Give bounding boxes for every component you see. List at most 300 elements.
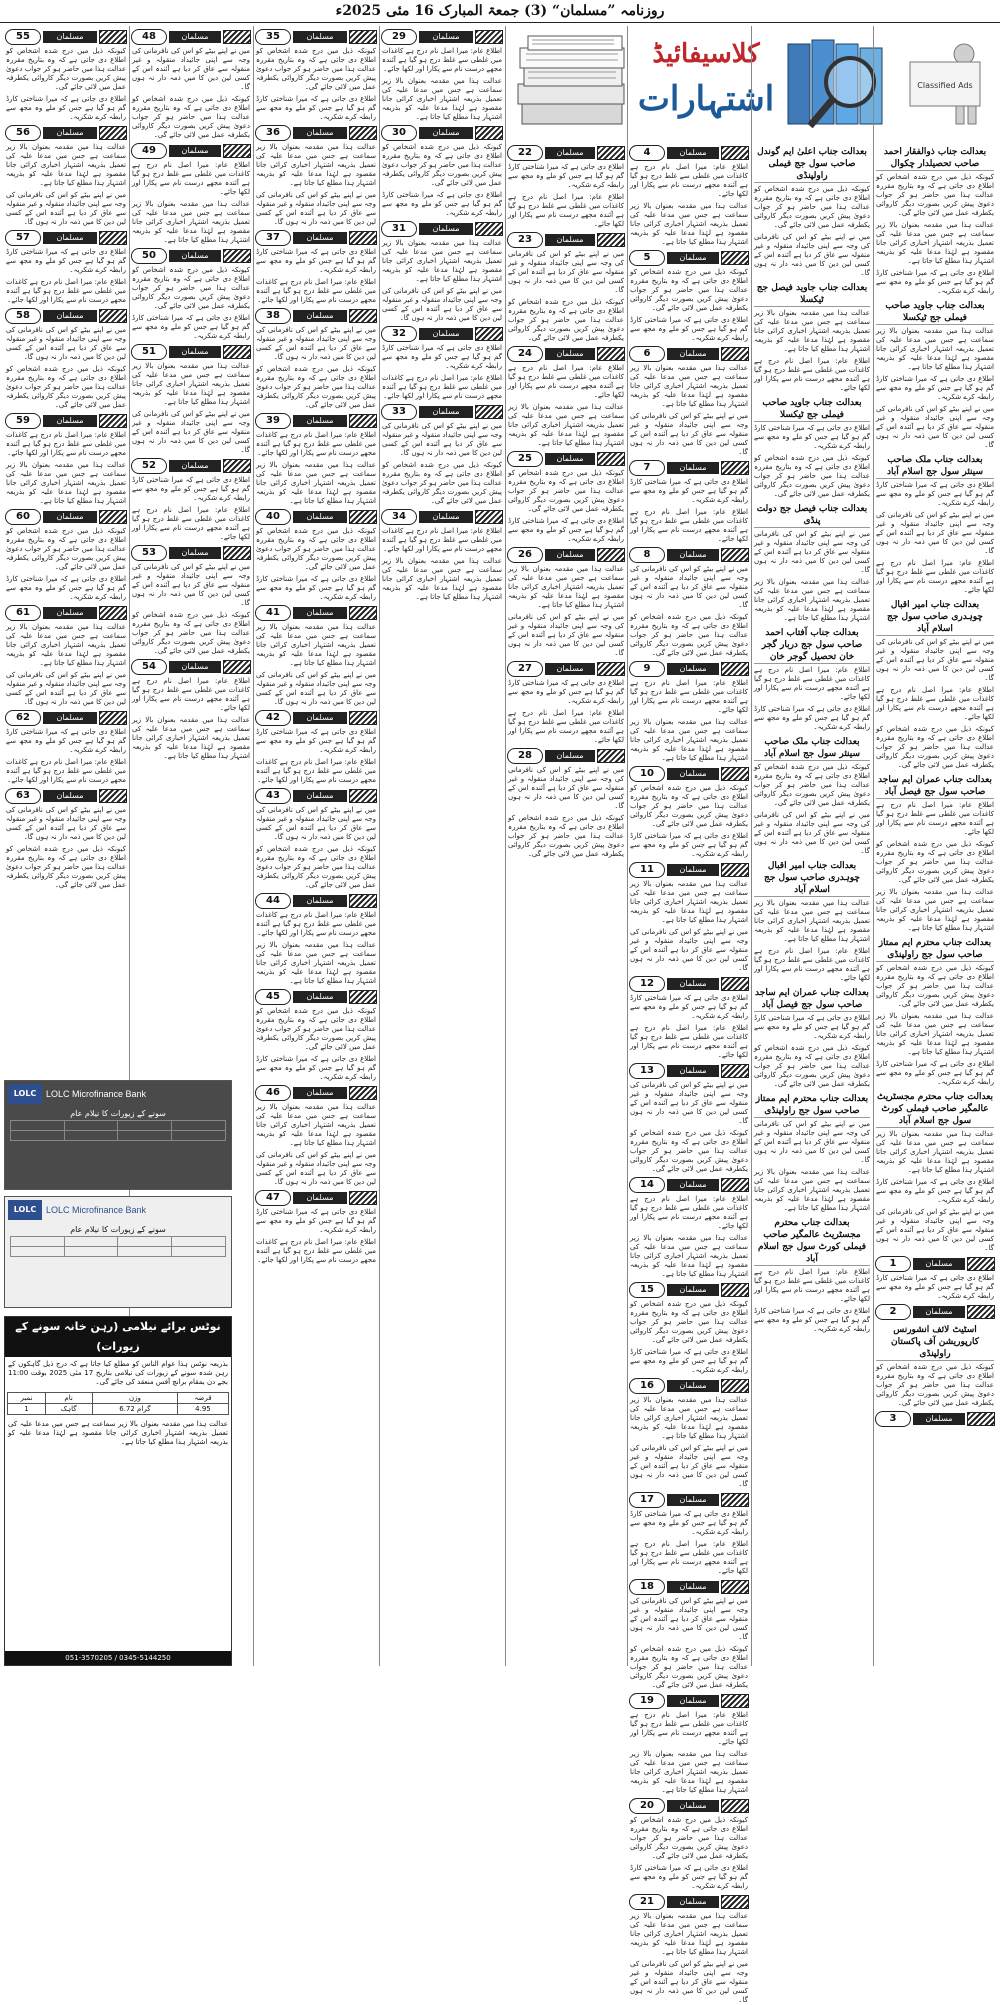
notice-number: 44 bbox=[255, 893, 291, 909]
notice-number: 58 bbox=[5, 308, 41, 324]
notice-text: کیونکہ ذیل میں درج شدہ اشخاص کو اطلاع دی جاتی ہے کہ وہ بتاریخ مقررہ عدالت ہذا میں حاضر ہو کر جواب دعویٰ پیش کریں بصورت دیگر کاروائی یکطرفہ عمل میں لائی جائے گی۔ bbox=[630, 784, 748, 828]
notice-number-tag bbox=[629, 250, 749, 266]
notice-number: 59 bbox=[5, 413, 41, 429]
notice-text: عدالت ہذا میں مقدمہ بعنوان بالا زیر سماعت ہے جس میں مدعا علیہ کی تعمیل بذریعہ اشتہار اخباری کرائی جانا مقصود ہے لہٰذا مدعا علیہ کو بذریعہ اشتہار ہذا مطلع کیا جاتا ہے۔ bbox=[132, 362, 250, 406]
notice-number-tag bbox=[255, 413, 377, 429]
notice-number: 32 bbox=[381, 326, 417, 342]
notice-text: کیونکہ ذیل میں درج شدہ اشخاص کو اطلاع دی جاتی ہے کہ وہ بتاریخ مقررہ عدالت ہذا میں حاضر ہو کر جواب دعویٰ پیش کریں بصورت دیگر کاروائی یکطرفہ عمل میں لائی جائے گی۔ bbox=[630, 1645, 748, 1689]
notice-number: 35 bbox=[255, 29, 291, 45]
notice-text: میں نے اپنے بیٹے کو اس کی نافرمانی کی وجہ سے اپنی جائیداد منقولہ و غیر منقولہ سے عاق کر دیا ہے آئندہ اس کے کسی لین دین کا میں ذمہ دار نہ ہوں گا۔ bbox=[876, 638, 994, 682]
notice-number-tag bbox=[5, 788, 127, 804]
tag-stripe bbox=[721, 767, 749, 781]
tag-label: مسلمان bbox=[293, 310, 347, 322]
notice-text: اطلاع دی جاتی ہے کہ میرا شناختی کارڈ گم ہو گیا ہے جس کو ملے وہ مجھ سے رابطہ کرے شکریہ۔ bbox=[630, 316, 748, 342]
notice-number-tag bbox=[875, 1304, 995, 1320]
court-heading: بعدالت جناب محترم مجسٹریٹ عالمگیر صاحب فیملی کورٹ سول جج اسلام آباد bbox=[754, 1217, 870, 1266]
notice-text: عدالت ہذا میں مقدمہ بعنوان بالا زیر سماعت ہے جس میں مدعا علیہ کی تعمیل بذریعہ اشتہار اخباری کرائی جانا مقصود ہے لہٰذا مدعا علیہ کو بذریعہ اشتہار ہذا مطلع کیا جاتا ہے۔ bbox=[630, 1912, 748, 1956]
tag-label: مسلمان bbox=[43, 310, 97, 322]
notice-text: اطلاع دی جاتی ہے کہ میرا شناختی کارڈ گم ہو گیا ہے جس کو ملے وہ مجھ سے رابطہ کرے شکریہ۔ bbox=[876, 269, 994, 295]
notice-text: عدالت ہذا میں مقدمہ بعنوان بالا زیر سماعت ہے جس میں مدعا علیہ کی تعمیل بذریعہ اشتہار اخباری کرائی جانا مقصود ہے لہٰذا مدعا علیہ کو بذریعہ اشتہار ہذا مطلع کیا جاتا ہے۔ bbox=[382, 239, 502, 283]
notice-text: کیونکہ ذیل میں درج شدہ اشخاص کو اطلاع دی جاتی ہے کہ وہ بتاریخ مقررہ عدالت ہذا میں حاضر ہو کر جواب دعویٰ پیش کریں بصورت دیگر کاروائی یکطرفہ عمل میں لائی جائے گی۔ bbox=[132, 266, 250, 310]
court-heading: بعدالت جناب عمران ایم ساجد صاحب سول جج فیصل آباد bbox=[755, 988, 869, 1010]
column-5 bbox=[380, 26, 504, 1662]
tag-label: مسلمان bbox=[293, 31, 347, 43]
notice-text: کیونکہ ذیل میں درج شدہ اشخاص کو اطلاع دی جاتی ہے کہ وہ بتاریخ مقررہ عدالت ہذا میں حاضر ہو کر جواب دعویٰ پیش کریں بصورت دیگر کاروائی یکطرفہ عمل میں لائی جائے گی۔ bbox=[754, 763, 870, 807]
notice-number: 39 bbox=[255, 413, 291, 429]
tag-label: مسلمان bbox=[667, 1284, 719, 1296]
notice-number: 60 bbox=[5, 509, 41, 525]
gold-auction-title: سونے کے زیورات کا نیلام عام bbox=[70, 1225, 166, 1234]
notice-number-tag bbox=[255, 710, 377, 726]
notice-number: 8 bbox=[629, 547, 665, 563]
notice-text: اطلاع دی جاتی ہے کہ میرا شناختی کارڈ گم ہو گیا ہے جس کو ملے وہ مجھ سے رابطہ کرے شکریہ۔ bbox=[6, 728, 126, 754]
notice-number-tag bbox=[5, 413, 127, 429]
notice-number-tag bbox=[255, 509, 377, 525]
tag-stripe bbox=[475, 327, 503, 341]
tag-label: مسلمان bbox=[169, 547, 221, 559]
notice-number-tag bbox=[629, 766, 749, 782]
notice-number-tag bbox=[629, 1177, 749, 1193]
banner-title-line1: کلاسیفائیڈ bbox=[652, 39, 760, 69]
notice-text: اطلاع عام: میرا اصل نام درج ہے کاغذات میں غلطی سے غلط درج ہو گیا ہے آئندہ مجھے درست نام سے پکارا اور لکھا جائے۔ bbox=[508, 709, 624, 744]
tag-label: مسلمان bbox=[43, 127, 97, 139]
notice-number-tag bbox=[131, 545, 251, 561]
tag-stripe bbox=[721, 548, 749, 562]
tag-stripe bbox=[721, 1493, 749, 1507]
notice-number-tag bbox=[131, 659, 251, 675]
tag-label: مسلمان bbox=[419, 223, 473, 235]
notice-text: اطلاع دی جاتی ہے کہ میرا شناختی کارڈ گم ہو گیا ہے جس کو ملے وہ مجھ سے رابطہ کرے شکریہ۔ bbox=[256, 1055, 376, 1081]
tag-stripe bbox=[721, 347, 749, 361]
tag-label: مسلمان bbox=[667, 147, 719, 159]
notice-text: عدالت ہذا میں مقدمہ بعنوان بالا زیر سماعت ہے جس میں مدعا علیہ کی تعمیل بذریعہ اشتہار اخباری کرائی جانا مقصود ہے لہٰذا مدعا علیہ کو بذریعہ اشتہار ہذا مطلع کیا جاتا ہے۔ bbox=[630, 202, 748, 246]
tag-stripe bbox=[349, 606, 377, 620]
tag-stripe bbox=[721, 1799, 749, 1813]
notice-text: میں نے اپنے بیٹے کو اس کی نافرمانی کی وجہ سے اپنی جائیداد منقولہ و غیر منقولہ سے عاق کر دیا ہے آئندہ اس کے کسی لین دین کا میں ذمہ دار نہ ہوں گا۔ bbox=[630, 565, 748, 609]
notice-number-tag bbox=[5, 125, 127, 141]
notice-text: اطلاع عام: میرا اصل نام درج ہے کاغذات میں غلطی سے غلط درج ہو گیا ہے آئندہ مجھے درست نام سے پکارا اور لکھا جائے۔ bbox=[754, 666, 870, 701]
notice-text: میں نے اپنے بیٹے کو اس کی نافرمانی کی وجہ سے اپنی جائیداد منقولہ و غیر منقولہ سے عاق کر دیا ہے آئندہ اس کے کسی لین دین کا میں ذمہ دار نہ ہوں گا۔ bbox=[132, 47, 250, 91]
notice-number-tag bbox=[629, 1798, 749, 1814]
tag-label: مسلمان bbox=[913, 1413, 965, 1425]
notice-number-tag bbox=[507, 547, 625, 563]
notice-text: اطلاع دی جاتی ہے کہ میرا شناختی کارڈ گم ہو گیا ہے جس کو ملے وہ مجھ سے رابطہ کرے شکریہ۔ bbox=[508, 163, 624, 189]
notice-number: 37 bbox=[255, 230, 291, 246]
notice-number: 10 bbox=[629, 766, 665, 782]
notice-text: عدالت ہذا میں مقدمہ بعنوان بالا زیر سماعت ہے جس میں مدعا علیہ کی تعمیل بذریعہ اشتہار اخباری کرائی جانا مقصود ہے لہٰذا مدعا علیہ کو بذریعہ اشتہار ہذا مطلع کیا جاتا ہے۔ bbox=[256, 143, 376, 187]
notice-text: میں نے اپنے بیٹے کو اس کی نافرمانی کی وجہ سے اپنی جائیداد منقولہ و غیر منقولہ سے عاق کر دیا ہے آئندہ اس کے کسی لین دین کا میں ذمہ دار نہ ہوں گا۔ bbox=[876, 511, 994, 555]
tag-stripe bbox=[597, 452, 625, 466]
notice-text: اطلاع عام: میرا اصل نام درج ہے کاغذات میں غلطی سے غلط درج ہو گیا ہے آئندہ مجھے درست نام سے پکارا اور لکھا جائے۔ bbox=[132, 506, 250, 541]
tag-stripe bbox=[721, 1283, 749, 1297]
tag-stripe bbox=[223, 660, 251, 674]
column-rule bbox=[253, 26, 254, 1666]
auction-table-header: نمبر bbox=[8, 1393, 45, 1404]
notice-text: کیونکہ ذیل میں درج شدہ اشخاص کو اطلاع دی جاتی ہے کہ وہ بتاریخ مقررہ عدالت ہذا میں حاضر ہو کر جواب دعویٰ پیش کریں بصورت دیگر کاروائی یکطرفہ عمل میں لائی جائے گی۔ bbox=[508, 469, 624, 513]
notice-text: اطلاع عام: میرا اصل نام درج ہے کاغذات میں غلطی سے غلط درج ہو گیا ہے آئندہ مجھے درست نام سے پکارا اور لکھا جائے۔ bbox=[382, 47, 502, 73]
notice-number-tag bbox=[255, 788, 377, 804]
notice-text: اطلاع عام: میرا اصل نام درج ہے کاغذات میں غلطی سے غلط درج ہو گیا ہے آئندہ مجھے درست نام سے پکارا اور لکھا جائے۔ bbox=[630, 1024, 748, 1059]
tag-stripe bbox=[349, 414, 377, 428]
tag-label: مسلمان bbox=[667, 1494, 719, 1506]
notice-text: اطلاع عام: میرا اصل نام درج ہے کاغذات میں غلطی سے غلط درج ہو گیا ہے آئندہ مجھے درست نام سے پکارا اور لکھا جائے۔ bbox=[6, 758, 126, 784]
notice-text: اطلاع عام: میرا اصل نام درج ہے کاغذات میں غلطی سے غلط درج ہو گیا ہے آئندہ مجھے درست نام سے پکارا اور لکھا جائے۔ bbox=[630, 1711, 748, 1746]
auction-contact: 0345-5144250 / 051-3570205 bbox=[5, 1651, 231, 1665]
classified-ads-sign bbox=[906, 40, 992, 126]
notice-text: میں نے اپنے بیٹے کو اس کی نافرمانی کی وجہ سے اپنی جائیداد منقولہ و غیر منقولہ سے عاق کر دیا ہے آئندہ اس کے کسی لین دین کا میں ذمہ دار نہ ہوں گا۔ bbox=[256, 1151, 376, 1186]
ad-table bbox=[10, 1236, 227, 1257]
tag-stripe bbox=[597, 233, 625, 247]
tag-stripe bbox=[475, 405, 503, 419]
column-6 bbox=[254, 26, 378, 1662]
notice-text: اطلاع دی جاتی ہے کہ میرا شناختی کارڈ گم ہو گیا ہے جس کو ملے وہ مجھ سے رابطہ کرے شکریہ۔ bbox=[508, 679, 624, 705]
gold-auction-title: سونے کے زیورات کا نیلام عام bbox=[70, 1109, 166, 1118]
court-heading: بعدالت جناب محترم مجسٹریٹ عالمگیر صاحب فیملی کورٹ سول جج اسلام آباد bbox=[876, 1092, 994, 1126]
court-heading: بعدالت جناب محترم ایم ممتاز صاحب سول جج راولپنڈی bbox=[755, 1094, 869, 1116]
notice-text: اطلاع عام: میرا اصل نام درج ہے کاغذات میں غلطی سے غلط درج ہو گیا ہے آئندہ مجھے درست نام سے پکارا اور لکھا جائے۔ bbox=[256, 758, 376, 784]
notice-text: اطلاع دی جاتی ہے کہ میرا شناختی کارڈ گم ہو گیا ہے جس کو ملے وہ مجھ سے رابطہ کرے شکریہ۔ bbox=[508, 517, 624, 543]
court-heading: بعدالت جناب عمران ایم ساجد صاحب سول جج فیصل آباد bbox=[876, 774, 994, 799]
notice-number-tag bbox=[629, 1894, 749, 1910]
notice-text: اطلاع عام: میرا اصل نام درج ہے کاغذات میں غلطی سے غلط درج ہو گیا ہے آئندہ مجھے درست نام سے پکارا اور لکھا جائے۔ bbox=[876, 801, 994, 836]
notice-number-tag bbox=[507, 232, 625, 248]
newspaper-stack-icon bbox=[514, 32, 632, 130]
notice-text: اطلاع دی جاتی ہے کہ میرا شناختی کارڈ گم ہو گیا ہے جس کو ملے وہ مجھ سے رابطہ کرے شکریہ۔ bbox=[754, 705, 870, 731]
tag-stripe bbox=[597, 548, 625, 562]
tag-stripe bbox=[349, 990, 377, 1004]
tag-stripe bbox=[967, 1412, 995, 1426]
court-heading: بعدالت جناب آفتاب احمد صاحب سول جج دربار گجر خان تحصیل گوجر خان bbox=[754, 627, 870, 664]
court-heading: بعدالت جناب جاوید صاحب فیملی جج ٹیکسلا bbox=[754, 397, 870, 422]
notice-text: اطلاع عام: میرا اصل نام درج ہے کاغذات میں غلطی سے غلط درج ہو گیا ہے آئندہ مجھے درست نام سے پکارا اور لکھا جائے۔ bbox=[876, 559, 994, 594]
court-heading: اسٹیٹ لائف انشورنس کارپوریشن آف پاکستان راولپنڈی bbox=[876, 1324, 994, 1361]
notice-number: 24 bbox=[507, 346, 543, 362]
notice-text: اطلاع دی جاتی ہے کہ میرا شناختی کارڈ گم ہو گیا ہے جس کو ملے وہ مجھ سے رابطہ کرے شکریہ۔ bbox=[754, 1014, 870, 1040]
notice-text: اطلاع عام: میرا اصل نام درج ہے کاغذات میں غلطی سے غلط درج ہو گیا ہے آئندہ مجھے درست نام سے پکارا اور لکھا جائے۔ bbox=[630, 679, 748, 714]
notice-text: اطلاع دی جاتی ہے کہ میرا شناختی کارڈ گم ہو گیا ہے جس کو ملے وہ مجھ سے رابطہ کرے شکریہ۔ bbox=[256, 728, 376, 754]
notice-number: 4 bbox=[629, 145, 665, 161]
court-heading: بعدالت جناب محترم ایم ممتاز صاحب سول جج راولپنڈی bbox=[876, 937, 994, 962]
tag-label: مسلمان bbox=[43, 415, 97, 427]
notice-number-tag bbox=[381, 326, 503, 342]
tag-label: مسلمان bbox=[43, 232, 97, 244]
notice-number: 7 bbox=[629, 460, 665, 476]
bank-name: LOLC Microfinance Bank bbox=[46, 1205, 147, 1215]
notice-number-tag bbox=[131, 29, 251, 45]
notice-number: 12 bbox=[629, 976, 665, 992]
notice-text: کیونکہ ذیل میں درج شدہ اشخاص کو اطلاع دی جاتی ہے کہ وہ بتاریخ مقررہ عدالت ہذا میں حاضر ہو کر جواب دعویٰ پیش کریں بصورت دیگر کاروائی یکطرفہ عمل میں لائی جائے گی۔ bbox=[256, 527, 376, 571]
notice-text: اطلاع دی جاتی ہے کہ میرا شناختی کارڈ گم ہو گیا ہے جس کو ملے وہ مجھ سے رابطہ کرے شکریہ۔ bbox=[6, 248, 126, 274]
auction-cell: گاہک bbox=[45, 1404, 92, 1415]
notice-number: 55 bbox=[5, 29, 41, 45]
tag-label: مسلمان bbox=[913, 1258, 965, 1270]
notice-text: کیونکہ ذیل میں درج شدہ اشخاص کو اطلاع دی جاتی ہے کہ وہ بتاریخ مقررہ عدالت ہذا میں حاضر ہو کر جواب دعویٰ پیش کریں بصورت دیگر کاروائی یکطرفہ عمل میں لائی جائے گی۔ bbox=[876, 173, 994, 217]
notice-number: 52 bbox=[131, 458, 167, 474]
notice-number-tag bbox=[5, 710, 127, 726]
auction-notice bbox=[4, 1316, 232, 1666]
tag-stripe bbox=[349, 894, 377, 908]
column-4 bbox=[506, 142, 626, 1662]
bank-logo: LOLC bbox=[8, 1084, 42, 1104]
tag-stripe bbox=[99, 711, 127, 725]
notice-text: میں نے اپنے بیٹے کو اس کی نافرمانی کی وجہ سے اپنی جائیداد منقولہ و غیر منقولہ سے عاق کر دیا ہے آئندہ اس کے کسی لین دین کا میں ذمہ دار نہ ہوں گا۔ bbox=[630, 1081, 748, 1125]
tag-stripe bbox=[223, 345, 251, 359]
notice-text: اطلاع دی جاتی ہے کہ میرا شناختی کارڈ گم ہو گیا ہے جس کو ملے وہ مجھ سے رابطہ کرے شکریہ۔ bbox=[256, 1208, 376, 1234]
tag-stripe bbox=[721, 1580, 749, 1594]
column-rule bbox=[505, 26, 506, 1666]
notice-text: کیونکہ ذیل میں درج شدہ اشخاص کو اطلاع دی جاتی ہے کہ وہ بتاریخ مقررہ عدالت ہذا میں حاضر ہو کر جواب دعویٰ پیش کریں بصورت دیگر کاروائی یکطرفہ عمل میں لائی جائے گی۔ bbox=[876, 725, 994, 769]
auction-table bbox=[7, 1392, 228, 1415]
notice-text: عدالت ہذا میں مقدمہ بعنوان بالا زیر سماعت ہے جس میں مدعا علیہ کی تعمیل بذریعہ اشتہار اخباری کرائی جانا مقصود ہے لہٰذا مدعا علیہ کو بذریعہ اشتہار ہذا مطلع کیا جاتا ہے۔ bbox=[6, 623, 126, 667]
tag-stripe bbox=[349, 1191, 377, 1205]
notice-text: کیونکہ ذیل میں درج شدہ اشخاص کو اطلاع دی جاتی ہے کہ وہ بتاریخ مقررہ عدالت ہذا میں حاضر ہو کر جواب دعویٰ پیش کریں بصورت دیگر کاروائی یکطرفہ عمل میں لائی جائے گی۔ bbox=[630, 268, 748, 312]
notice-text: عدالت ہذا میں مقدمہ بعنوان بالا زیر سماعت ہے جس میں مدعا علیہ کی تعمیل بذریعہ اشتہار اخباری کرائی جانا مقصود ہے لہٰذا مدعا علیہ کو بذریعہ اشتہار ہذا مطلع کیا جاتا ہے۔ bbox=[876, 888, 994, 932]
auction-table-header: نام bbox=[45, 1393, 92, 1404]
notice-number-tag bbox=[629, 1282, 749, 1298]
notice-number-tag bbox=[131, 344, 251, 360]
court-heading: بعدالت جناب فیصل جج دولت پنڈی bbox=[754, 503, 870, 528]
notice-text: کیونکہ ذیل میں درج شدہ اشخاص کو اطلاع دی جاتی ہے کہ وہ بتاریخ مقررہ عدالت ہذا میں حاضر ہو کر جواب دعویٰ پیش کریں بصورت دیگر کاروائی یکطرفہ عمل میں لائی جائے گی۔ bbox=[256, 1007, 376, 1051]
notice-text: عدالت ہذا میں مقدمہ بعنوان بالا زیر سماعت ہے جس میں مدعا علیہ کی تعمیل بذریعہ اشتہار اخباری کرائی جانا مقصود ہے لہٰذا مدعا علیہ کو بذریعہ اشتہار ہذا مطلع کیا جاتا ہے۔ bbox=[754, 578, 870, 622]
tag-stripe bbox=[223, 546, 251, 560]
notice-number: 15 bbox=[629, 1282, 665, 1298]
notice-text: عدالت ہذا میں مقدمہ بعنوان بالا زیر سماعت ہے جس میں مدعا علیہ کی تعمیل بذریعہ اشتہار اخباری کرائی جانا مقصود ہے لہٰذا مدعا علیہ کو بذریعہ اشتہار ہذا مطلع کیا جاتا ہے۔ bbox=[630, 718, 748, 762]
tag-label: مسلمان bbox=[293, 607, 347, 619]
tag-label: مسلمان bbox=[667, 1065, 719, 1077]
tag-stripe bbox=[99, 414, 127, 428]
tag-label: مسلمان bbox=[545, 663, 595, 675]
notice-number: 21 bbox=[629, 1894, 665, 1910]
notice-number: 40 bbox=[255, 509, 291, 525]
tag-label: مسلمان bbox=[667, 864, 719, 876]
court-heading: بعدالت جناب جاوید فیصل جج ٹیکسلا bbox=[754, 282, 870, 307]
tag-stripe bbox=[475, 30, 503, 44]
notice-text: میں نے اپنے بیٹے کو اس کی نافرمانی کی وجہ سے اپنی جائیداد منقولہ و غیر منقولہ سے عاق کر دیا ہے آئندہ اس کے کسی لین دین کا میں ذمہ دار نہ ہوں گا۔ bbox=[754, 530, 870, 574]
notice-number: 53 bbox=[131, 545, 167, 561]
ad-table bbox=[10, 1120, 227, 1141]
notice-text: اطلاع عام: میرا اصل نام درج ہے کاغذات میں غلطی سے غلط درج ہو گیا ہے آئندہ مجھے درست نام سے پکارا اور لکھا جائے۔ bbox=[132, 161, 250, 196]
tag-label: مسلمان bbox=[43, 31, 97, 43]
notice-text: میں نے اپنے بیٹے کو اس کی نافرمانی کی وجہ سے اپنی جائیداد منقولہ و غیر منقولہ سے عاق کر دیا ہے آئندہ اس کے کسی لین دین کا میں ذمہ دار نہ ہوں گا۔ bbox=[876, 405, 994, 449]
tag-label: مسلمان bbox=[667, 462, 719, 474]
notice-number: 62 bbox=[5, 710, 41, 726]
notice-number-tag bbox=[131, 248, 251, 264]
tag-stripe bbox=[967, 1305, 995, 1319]
tag-stripe bbox=[597, 347, 625, 361]
notice-number-tag bbox=[5, 308, 127, 324]
tag-label: مسلمان bbox=[419, 406, 473, 418]
tag-label: مسلمان bbox=[667, 663, 719, 675]
notice-text: کیونکہ ذیل میں درج شدہ اشخاص کو اطلاع دی جاتی ہے کہ وہ بتاریخ مقررہ عدالت ہذا میں حاضر ہو کر جواب دعویٰ پیش کریں بصورت دیگر کاروائی یکطرفہ عمل میں لائی جائے گی۔ bbox=[630, 1129, 748, 1173]
notice-number-tag bbox=[629, 1492, 749, 1508]
notice-number: 5 bbox=[629, 250, 665, 266]
notice-number: 18 bbox=[629, 1579, 665, 1595]
notice-text: اطلاع دی جاتی ہے کہ میرا شناختی کارڈ گم ہو گیا ہے جس کو ملے وہ مجھ سے رابطہ کرے شکریہ۔ bbox=[630, 1864, 748, 1890]
auction-cell: 1 bbox=[8, 1404, 45, 1415]
notice-text: عدالت ہذا میں مقدمہ بعنوان بالا زیر سماعت ہے جس میں مدعا علیہ کی تعمیل بذریعہ اشتہار اخباری کرائی جانا مقصود ہے لہٰذا مدعا علیہ کو بذریعہ اشتہار ہذا مطلع کیا جاتا ہے۔ bbox=[508, 403, 624, 447]
notice-text: اطلاع دی جاتی ہے کہ میرا شناختی کارڈ گم ہو گیا ہے جس کو ملے وہ مجھ سے رابطہ کرے شکریہ۔ bbox=[256, 575, 376, 601]
tag-label: مسلمان bbox=[293, 415, 347, 427]
notice-text: اطلاع عام: میرا اصل نام درج ہے کاغذات میں غلطی سے غلط درج ہو گیا ہے آئندہ مجھے درست نام سے پکارا اور لکھا جائے۔ bbox=[256, 1238, 376, 1264]
notice-number: 42 bbox=[255, 710, 291, 726]
notice-number-tag bbox=[131, 458, 251, 474]
tag-stripe bbox=[721, 863, 749, 877]
notice-text: میں نے اپنے بیٹے کو اس کی نافرمانی کی وجہ سے اپنی جائیداد منقولہ و غیر منقولہ سے عاق کر دیا ہے آئندہ اس کے کسی لین دین کا میں ذمہ دار نہ ہوں گا۔ bbox=[754, 233, 870, 277]
tag-stripe bbox=[349, 126, 377, 140]
tag-label: مسلمان bbox=[293, 895, 347, 907]
tag-label: مسلمان bbox=[169, 250, 221, 262]
notice-text: عدالت ہذا میں مقدمہ بعنوان بالا زیر سماعت ہے جس میں مدعا علیہ کی تعمیل بذریعہ اشتہار اخباری کرائی جانا مقصود ہے لہٰذا مدعا علیہ کو بذریعہ اشتہار ہذا مطلع کیا جاتا ہے۔ bbox=[630, 880, 748, 924]
tag-label: مسلمان bbox=[667, 978, 719, 990]
notice-text: اطلاع دی جاتی ہے کہ میرا شناختی کارڈ گم ہو گیا ہے جس کو ملے وہ مجھ سے رابطہ کرے شکریہ۔ bbox=[754, 424, 870, 450]
notice-text: میں نے اپنے بیٹے کو اس کی نافرمانی کی وجہ سے اپنی جائیداد منقولہ و غیر منقولہ سے عاق کر دیا ہے آئندہ اس کے کسی لین دین کا میں ذمہ دار نہ ہوں گا۔ bbox=[6, 326, 126, 361]
tag-stripe bbox=[475, 510, 503, 524]
tag-stripe bbox=[349, 789, 377, 803]
notice-text: میں نے اپنے بیٹے کو اس کی نافرمانی کی وجہ سے اپنی جائیداد منقولہ و غیر منقولہ سے عاق کر دیا ہے آئندہ اس کے کسی لین دین کا میں ذمہ دار نہ ہوں گا۔ bbox=[256, 671, 376, 706]
person-holding-sign-icon bbox=[906, 40, 992, 126]
notice-text: اطلاع دی جاتی ہے کہ میرا شناختی کارڈ گم ہو گیا ہے جس کو ملے وہ مجھ سے رابطہ کرے شکریہ۔ bbox=[630, 832, 748, 858]
notice-text: میں نے اپنے بیٹے کو اس کی نافرمانی کی وجہ سے اپنی جائیداد منقولہ و غیر منقولہ سے عاق کر دیا ہے آئندہ اس کے کسی لین دین کا میں ذمہ دار نہ ہوں گا۔ bbox=[508, 613, 624, 657]
notice-text: عدالت ہذا میں مقدمہ بعنوان بالا زیر سماعت ہے جس میں مدعا علیہ کی تعمیل بذریعہ اشتہار اخباری کرائی جانا مقصود ہے لہٰذا مدعا علیہ کو بذریعہ اشتہار ہذا مطلع کیا جاتا ہے۔ bbox=[876, 1012, 994, 1056]
notice-text: میں نے اپنے بیٹے کو اس کی نافرمانی کی وجہ سے اپنی جائیداد منقولہ و غیر منقولہ سے عاق کر دیا ہے آئندہ اس کے کسی لین دین کا میں ذمہ دار نہ ہوں گا۔ bbox=[6, 191, 126, 226]
notice-text: اطلاع عام: میرا اصل نام درج ہے کاغذات میں غلطی سے غلط درج ہو گیا ہے آئندہ مجھے درست نام سے پکارا اور لکھا جائے۔ bbox=[382, 527, 502, 553]
notice-text: اطلاع دی جاتی ہے کہ میرا شناختی کارڈ گم ہو گیا ہے جس کو ملے وہ مجھ سے رابطہ کرے شکریہ۔ bbox=[6, 575, 126, 601]
notice-number-tag bbox=[381, 404, 503, 420]
tag-stripe bbox=[721, 146, 749, 160]
notice-text: عدالت ہذا میں مقدمہ بعنوان بالا زیر سماعت ہے جس میں مدعا علیہ کی تعمیل بذریعہ اشتہار اخباری کرائی جانا مقصود ہے لہٰذا مدعا علیہ کو بذریعہ اشتہار ہذا مطلع کیا جاتا ہے۔ bbox=[256, 1103, 376, 1147]
notice-text: کیونکہ ذیل میں درج شدہ اشخاص کو اطلاع دی جاتی ہے کہ وہ بتاریخ مقررہ عدالت ہذا میں حاضر ہو کر جواب دعویٰ پیش کریں بصورت دیگر کاروائی یکطرفہ عمل میں لائی جائے گی۔ bbox=[256, 365, 376, 409]
notice-text: عدالت ہذا میں مقدمہ بعنوان بالا زیر سماعت ہے جس میں مدعا علیہ کی تعمیل بذریعہ اشتہار اخباری کرائی جانا مقصود ہے لہٰذا مدعا علیہ کو بذریعہ اشتہار ہذا مطلع کیا جاتا ہے۔ bbox=[256, 623, 376, 667]
notice-number: 61 bbox=[5, 605, 41, 621]
notice-text: اطلاع عام: میرا اصل نام درج ہے کاغذات میں غلطی سے غلط درج ہو گیا ہے آئندہ مجھے درست نام سے پکارا اور لکھا جائے۔ bbox=[630, 1540, 748, 1575]
tag-stripe bbox=[475, 126, 503, 140]
notice-text: کیونکہ ذیل میں درج شدہ اشخاص کو اطلاع دی جاتی ہے کہ وہ بتاریخ مقررہ عدالت ہذا میں حاضر ہو کر جواب دعویٰ پیش کریں بصورت دیگر کاروائی یکطرفہ عمل میں لائی جائے گی۔ bbox=[132, 611, 250, 655]
notice-text: اطلاع عام: میرا اصل نام درج ہے کاغذات میں غلطی سے غلط درج ہو گیا ہے آئندہ مجھے درست نام سے پکارا اور لکھا جائے۔ bbox=[6, 278, 126, 304]
tag-stripe bbox=[721, 251, 749, 265]
notice-text: میں نے اپنے بیٹے کو اس کی نافرمانی کی وجہ سے اپنی جائیداد منقولہ و غیر منقولہ سے عاق کر دیا ہے آئندہ اس کے کسی لین دین کا میں ذمہ دار نہ ہوں گا۔ bbox=[508, 766, 624, 810]
notice-text: کیونکہ ذیل میں درج شدہ اشخاص کو اطلاع دی جاتی ہے کہ وہ بتاریخ مقررہ عدالت ہذا میں حاضر ہو کر جواب دعویٰ پیش کریں بصورت دیگر کاروائی یکطرفہ عمل میں لائی جائے گی۔ bbox=[382, 461, 502, 505]
notice-number: 25 bbox=[507, 451, 543, 467]
notice-text: کیونکہ ذیل میں درج شدہ اشخاص کو اطلاع دی جاتی ہے کہ وہ بتاریخ مقررہ عدالت ہذا میں حاضر ہو کر جواب دعویٰ پیش کریں بصورت دیگر کاروائی یکطرفہ عمل میں لائی جائے گی۔ bbox=[876, 840, 994, 884]
tag-label: مسلمان bbox=[293, 127, 347, 139]
tag-stripe bbox=[721, 1178, 749, 1192]
notice-number-tag bbox=[629, 1063, 749, 1079]
notice-text: عدالت ہذا میں مقدمہ بعنوان بالا زیر سماعت ہے جس میں مدعا علیہ کی تعمیل بذریعہ اشتہار اخباری کرائی جانا مقصود ہے لہٰذا مدعا علیہ کو بذریعہ اشتہار ہذا مطلع کیا جاتا ہے۔ bbox=[876, 221, 994, 265]
tag-stripe bbox=[597, 146, 625, 160]
notice-number-tag bbox=[255, 308, 377, 324]
court-heading: بعدالت جناب ذوالفقار احمد صاحب تحصیلدار چکوال bbox=[876, 146, 994, 171]
tag-label: مسلمان bbox=[913, 1306, 965, 1318]
notice-number-tag bbox=[875, 1411, 995, 1427]
notice-number: 36 bbox=[255, 125, 291, 141]
notice-text: کیونکہ ذیل میں درج شدہ اشخاص کو اطلاع دی جاتی ہے کہ وہ بتاریخ مقررہ عدالت ہذا میں حاضر ہو کر جواب دعویٰ پیش کریں بصورت دیگر کاروائی یکطرفہ عمل میں لائی جائے گی۔ bbox=[630, 1300, 748, 1344]
notice-number-tag bbox=[629, 862, 749, 878]
notice-text: کیونکہ ذیل میں درج شدہ اشخاص کو اطلاع دی جاتی ہے کہ وہ بتاریخ مقررہ عدالت ہذا میں حاضر ہو کر جواب دعویٰ پیش کریں بصورت دیگر کاروائی یکطرفہ عمل میں لائی جائے گی۔ bbox=[6, 47, 126, 91]
auction-table-header: قرضہ bbox=[178, 1393, 229, 1404]
notice-number: 23 bbox=[507, 232, 543, 248]
tag-stripe bbox=[349, 231, 377, 245]
column-3 bbox=[628, 142, 750, 2004]
notice-number: 50 bbox=[131, 248, 167, 264]
notice-text: اطلاع دی جاتی ہے کہ میرا شناختی کارڈ گم ہو گیا ہے جس کو ملے وہ مجھ سے رابطہ کرے شکریہ۔ bbox=[382, 344, 502, 370]
notice-number-tag bbox=[255, 1190, 377, 1206]
tag-label: مسلمان bbox=[43, 790, 97, 802]
notice-text: کیونکہ ذیل میں درج شدہ اشخاص کو اطلاع دی جاتی ہے کہ وہ بتاریخ مقررہ عدالت ہذا میں حاضر ہو کر جواب دعویٰ پیش کریں بصورت دیگر کاروائی یکطرفہ عمل میں لائی جائے گی۔ bbox=[876, 964, 994, 1008]
tag-stripe bbox=[349, 30, 377, 44]
notice-text: عدالت ہذا میں مقدمہ بعنوان بالا زیر سماعت ہے جس میں مدعا علیہ کی تعمیل بذریعہ اشتہار اخباری کرائی جانا مقصود ہے لہٰذا مدعا علیہ کو بذریعہ اشتہار ہذا مطلع کیا جاتا ہے۔ bbox=[6, 461, 126, 505]
notice-text: اطلاع عام: میرا اصل نام درج ہے کاغذات میں غلطی سے غلط درج ہو گیا ہے آئندہ مجھے درست نام سے پکارا اور لکھا جائے۔ bbox=[754, 357, 870, 392]
notice-text: اطلاع دی جاتی ہے کہ میرا شناختی کارڈ گم ہو گیا ہے جس کو ملے وہ مجھ سے رابطہ کرے شکریہ۔ bbox=[630, 478, 748, 504]
tag-label: مسلمان bbox=[545, 549, 595, 561]
bank-logo: LOLC bbox=[8, 1200, 42, 1220]
tag-label: مسلمان bbox=[667, 1581, 719, 1593]
column-8 bbox=[4, 26, 128, 1076]
notice-text: اطلاع عام: میرا اصل نام درج ہے کاغذات میں غلطی سے غلط درج ہو گیا ہے آئندہ مجھے درست نام سے پکارا اور لکھا جائے۔ bbox=[754, 1268, 870, 1303]
tag-stripe bbox=[223, 249, 251, 263]
tag-stripe bbox=[349, 711, 377, 725]
notice-text: کیونکہ ذیل میں درج شدہ اشخاص کو اطلاع دی جاتی ہے کہ وہ بتاریخ مقررہ عدالت ہذا میں حاضر ہو کر جواب دعویٰ پیش کریں بصورت دیگر کاروائی یکطرفہ عمل میں لائی جائے گی۔ bbox=[6, 365, 126, 409]
notice-number: 56 bbox=[5, 125, 41, 141]
court-heading: بعدالت جناب امیر اقبال چوہدری صاحب سول جج اسلام آباد bbox=[876, 599, 994, 636]
tag-stripe bbox=[223, 30, 251, 44]
tag-stripe bbox=[99, 789, 127, 803]
notice-number: 3 bbox=[875, 1411, 911, 1427]
column-rule bbox=[751, 26, 752, 1666]
notice-number: 14 bbox=[629, 1177, 665, 1193]
notice-number: 54 bbox=[131, 659, 167, 675]
notice-number: 46 bbox=[255, 1085, 291, 1101]
tag-label: مسلمان bbox=[293, 232, 347, 244]
tag-stripe bbox=[99, 606, 127, 620]
notice-text: میں نے اپنے بیٹے کو اس کی نافرمانی کی وجہ سے اپنی جائیداد منقولہ و غیر منقولہ سے عاق کر دیا ہے آئندہ اس کے کسی لین دین کا میں ذمہ دار نہ ہوں گا۔ bbox=[256, 326, 376, 361]
tag-label: مسلمان bbox=[667, 768, 719, 780]
notice-text: کیونکہ ذیل میں درج شدہ اشخاص کو اطلاع دی جاتی ہے کہ وہ بتاریخ مقررہ عدالت ہذا میں حاضر ہو کر جواب دعویٰ پیش کریں بصورت دیگر کاروائی یکطرفہ عمل میں لائی جائے گی۔ bbox=[6, 527, 126, 571]
column-rule bbox=[627, 26, 628, 1666]
notice-text: میں نے اپنے بیٹے کو اس کی نافرمانی کی وجہ سے اپنی جائیداد منقولہ و غیر منقولہ سے عاق کر دیا ہے آئندہ اس کے کسی لین دین کا میں ذمہ دار نہ ہوں گا۔ bbox=[508, 250, 624, 294]
notice-text: عدالت ہذا میں مقدمہ بعنوان بالا زیر سماعت ہے جس میں مدعا علیہ کی تعمیل بذریعہ اشتہار اخباری کرائی جانا مقصود ہے لہٰذا مدعا علیہ کو بذریعہ اشتہار ہذا مطلع کیا جاتا ہے۔ bbox=[630, 1396, 748, 1440]
notice-number-tag bbox=[255, 1085, 377, 1101]
court-heading: بعدالت جناب جاوید صاحب فیملی جج ٹیکسلا bbox=[876, 300, 994, 325]
column-rule bbox=[379, 26, 380, 1666]
tag-stripe bbox=[99, 510, 127, 524]
tag-label: مسلمان bbox=[667, 1179, 719, 1191]
court-heading: بعدالت جناب اعلیٰ ایم گوندل صاحب سول جج فیملی راولپنڈی bbox=[754, 146, 870, 183]
tag-label: مسلمان bbox=[419, 328, 473, 340]
tag-label: مسلمان bbox=[169, 661, 221, 673]
notice-text: اطلاع دی جاتی ہے کہ میرا شناختی کارڈ گم ہو گیا ہے جس کو ملے وہ مجھ سے رابطہ کرے شکریہ۔ bbox=[382, 191, 502, 217]
notice-number-tag bbox=[629, 1693, 749, 1709]
tag-stripe bbox=[99, 30, 127, 44]
notice-text: میں نے اپنے بیٹے کو اس کی نافرمانی کی وجہ سے اپنی جائیداد منقولہ و غیر منقولہ سے عاق کر دیا ہے آئندہ اس کے کسی لین دین کا میں ذمہ دار نہ ہوں گا۔ bbox=[6, 806, 126, 841]
notice-text: اطلاع عام: میرا اصل نام درج ہے کاغذات میں غلطی سے غلط درج ہو گیا ہے آئندہ مجھے درست نام سے پکارا اور لکھا جائے۔ bbox=[508, 193, 624, 228]
column-2 bbox=[752, 142, 872, 1662]
tag-label: مسلمان bbox=[667, 549, 719, 561]
notice-text: میں نے اپنے بیٹے کو اس کی نافرمانی کی وجہ سے اپنی جائیداد منقولہ و غیر منقولہ سے عاق کر دیا ہے آئندہ اس کے کسی لین دین کا میں ذمہ دار نہ ہوں گا۔ bbox=[630, 1597, 748, 1641]
notice-text: کیونکہ ذیل میں درج شدہ اشخاص کو اطلاع دی جاتی ہے کہ وہ بتاریخ مقررہ عدالت ہذا میں حاضر ہو کر جواب دعویٰ پیش کریں بصورت دیگر کاروائی یکطرفہ عمل میں لائی جائے گی۔ bbox=[630, 613, 748, 657]
notice-text: اطلاع عام: میرا اصل نام درج ہے کاغذات میں غلطی سے غلط درج ہو گیا ہے آئندہ مجھے درست نام سے پکارا اور لکھا جائے۔ bbox=[132, 677, 250, 712]
notice-text: میں نے اپنے بیٹے کو اس کی نافرمانی کی وجہ سے اپنی جائیداد منقولہ و غیر منقولہ سے عاق کر دیا ہے آئندہ اس کے کسی لین دین کا میں ذمہ دار نہ ہوں گا۔ bbox=[132, 410, 250, 454]
notice-number: 13 bbox=[629, 1063, 665, 1079]
notice-number-tag bbox=[875, 1256, 995, 1272]
notice-number-tag bbox=[629, 976, 749, 992]
tag-stripe bbox=[721, 662, 749, 676]
tag-stripe bbox=[349, 510, 377, 524]
court-heading: بعدالت جناب ملک صاحب سینئر سول جج اسلام آباد bbox=[754, 736, 870, 761]
banner-title-line2: اشتہارات bbox=[637, 79, 775, 119]
notice-number: 9 bbox=[629, 661, 665, 677]
notice-number-tag bbox=[507, 451, 625, 467]
tag-stripe bbox=[721, 977, 749, 991]
